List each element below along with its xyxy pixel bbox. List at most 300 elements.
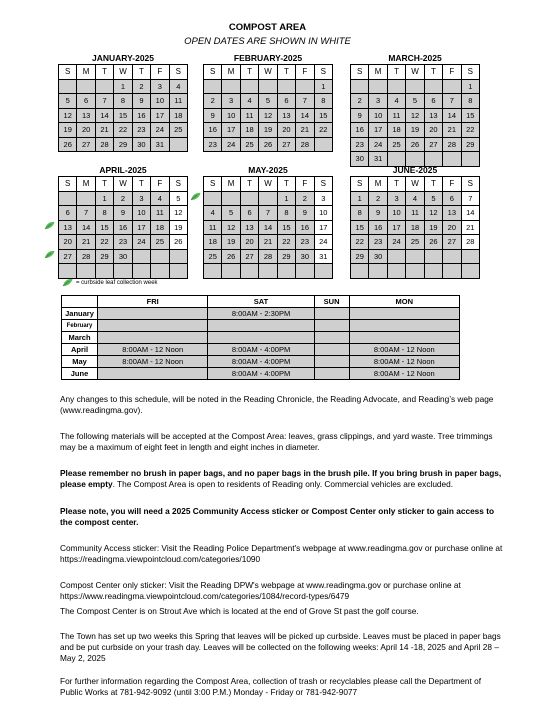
calendar-day: 29 <box>114 138 132 153</box>
calendar-day: 9 <box>133 94 151 109</box>
hours-cell-mon <box>349 308 459 320</box>
info-paragraph: Community Access sticker: Visit the Reading Police Department's webpage at www.readingma.gov or purchase online at https://readingma.viewpointcloud.com/categories/1090 <box>60 543 503 564</box>
calendar-february <box>203 53 333 152</box>
hours-cell-sat: 8:00AM - 4:00PM <box>208 368 314 380</box>
calendar-empty-cell <box>406 264 424 279</box>
calendar-day: 22 <box>351 235 369 250</box>
calendar-empty-cell <box>204 192 222 207</box>
calendar-day: 27 <box>278 138 296 153</box>
calendar-empty-cell <box>443 250 461 265</box>
weekday-header: T <box>133 65 151 80</box>
calendar-day: 3 <box>315 192 333 207</box>
calendar-day: 22 <box>114 123 132 138</box>
month-cell: March <box>62 332 98 344</box>
calendar-day: 26 <box>59 138 77 153</box>
calendar-day: 7 <box>96 94 114 109</box>
calendar-day: 7 <box>296 94 314 109</box>
calendar-day: 3 <box>133 192 151 207</box>
calendar-empty-cell <box>222 192 240 207</box>
hours-cell-sun <box>314 344 349 356</box>
hours-cell-mon <box>349 332 459 344</box>
calendar-day: 19 <box>259 123 277 138</box>
calendar-day: 29 <box>462 138 480 153</box>
info-paragraph: Please note, you will need a 2025 Community Access sticker or Compost Center only sticker to gain access to the compost center. <box>60 506 495 527</box>
weekday-header: M <box>77 65 95 80</box>
column-header: FRI <box>98 296 208 308</box>
weekday-header: F <box>296 65 314 80</box>
calendar-empty-cell <box>388 80 406 95</box>
calendar-day: 4 <box>241 94 259 109</box>
calendar-day: 20 <box>425 123 443 138</box>
weekday-header: T <box>96 65 114 80</box>
calendar-title: MARCH-2025 <box>388 53 442 63</box>
hours-cell-sat <box>208 332 314 344</box>
calendar-day: 10 <box>151 94 169 109</box>
weekday-header: S <box>59 177 77 192</box>
calendar-empty-cell <box>278 80 296 95</box>
calendar-day: 4 <box>406 192 424 207</box>
calendar-day: 15 <box>278 221 296 236</box>
calendar-day: 22 <box>96 235 114 250</box>
hours-cell-sat: 8:00AM - 4:00PM <box>208 344 314 356</box>
calendar-day: 22 <box>462 123 480 138</box>
calendar-day: 25 <box>388 138 406 153</box>
weekday-header: W <box>114 177 132 192</box>
calendar-day: 12 <box>425 206 443 221</box>
calendar-empty-cell <box>443 264 461 279</box>
calendar-empty-cell <box>406 250 424 265</box>
calendar-day: 8 <box>114 94 132 109</box>
calendar-day: 27 <box>241 250 259 265</box>
calendar-empty-cell <box>388 264 406 279</box>
calendar-day: 27 <box>59 250 77 265</box>
calendar-empty-cell <box>369 80 387 95</box>
calendar-empty-cell <box>114 264 132 279</box>
weekday-header: W <box>259 65 277 80</box>
calendar-day: 30 <box>114 250 132 265</box>
leaf-icon <box>62 278 73 287</box>
calendar-day: 23 <box>204 138 222 153</box>
calendar-day: 24 <box>369 138 387 153</box>
calendar-day: 24 <box>133 235 151 250</box>
calendar-day: 16 <box>351 123 369 138</box>
weekday-header: S <box>315 177 333 192</box>
calendar-empty-cell <box>151 250 169 265</box>
calendar-day: 14 <box>77 221 95 236</box>
hours-cell-sat: 8:00AM - 4:00PM <box>208 356 314 368</box>
weekday-header: S <box>170 65 188 80</box>
calendar-day: 20 <box>59 235 77 250</box>
info-paragraph: Please remember no brush in paper bags, and no paper bags in the brush pile. If you bring brush in paper bags, please empty. The Compost Area is open to residents of Reading only. Commercial vehicles are excluded. <box>60 468 502 489</box>
calendar-day: 12 <box>59 109 77 124</box>
calendar-empty-cell <box>296 264 314 279</box>
weekday-header: T <box>278 65 296 80</box>
calendar-day: 28 <box>77 250 95 265</box>
calendar-day: 23 <box>296 235 314 250</box>
calendar-empty-cell <box>59 264 77 279</box>
calendar-day: 5 <box>59 94 77 109</box>
calendar-day: 6 <box>278 94 296 109</box>
weekday-header: W <box>114 65 132 80</box>
calendar-empty-cell <box>443 80 461 95</box>
calendar-empty-cell <box>59 80 77 95</box>
column-header: SUN <box>314 296 349 308</box>
calendar-day: 6 <box>425 94 443 109</box>
month-cell: January <box>62 308 98 320</box>
calendar-day: 11 <box>388 109 406 124</box>
calendar-day: 19 <box>59 123 77 138</box>
calendar-day: 2 <box>133 80 151 95</box>
calendar-empty-cell <box>241 192 259 207</box>
calendar-empty-cell <box>462 250 480 265</box>
weekday-header: M <box>222 177 240 192</box>
calendar-april <box>58 165 188 279</box>
weekday-header: F <box>296 177 314 192</box>
legend <box>62 278 158 287</box>
calendar-day: 8 <box>351 206 369 221</box>
weekday-header: M <box>369 65 387 80</box>
calendar-day: 6 <box>77 94 95 109</box>
hours-cell-sun <box>314 356 349 368</box>
calendar-day: 1 <box>114 80 132 95</box>
info-paragraph: The Compost Center is on Strout Ave which is located at the end of Grove St past the golf course. <box>60 606 419 616</box>
weekday-header: S <box>462 177 480 192</box>
calendar-day: 21 <box>296 123 314 138</box>
hours-cell-fri <box>98 332 208 344</box>
calendar-day: 25 <box>151 235 169 250</box>
calendar-day: 15 <box>96 221 114 236</box>
calendar-day: 8 <box>278 206 296 221</box>
weekday-header: T <box>388 65 406 80</box>
calendar-day: 19 <box>406 123 424 138</box>
weekday-header: S <box>351 65 369 80</box>
weekday-header: S <box>204 177 222 192</box>
calendar-day: 24 <box>222 138 240 153</box>
calendar-day: 17 <box>151 109 169 124</box>
calendar-day: 2 <box>351 94 369 109</box>
weekday-header: T <box>388 177 406 192</box>
calendar-day: 16 <box>133 109 151 124</box>
calendar-june <box>350 165 480 279</box>
weekday-header: F <box>443 177 461 192</box>
calendar-day: 18 <box>204 235 222 250</box>
calendar-day: 16 <box>114 221 132 236</box>
weekday-header: F <box>443 65 461 80</box>
calendar-day: 31 <box>151 138 169 153</box>
calendar-grid <box>203 64 333 152</box>
hours-cell-mon: 8:00AM - 12 Noon <box>349 356 459 368</box>
month-cell: June <box>62 368 98 380</box>
calendar-empty-cell <box>351 80 369 95</box>
calendar-day: 5 <box>406 94 424 109</box>
weekday-header: T <box>241 65 259 80</box>
calendar-day: 12 <box>406 109 424 124</box>
calendar-day: 11 <box>151 206 169 221</box>
weekday-header: M <box>369 177 387 192</box>
calendar-day: 31 <box>315 250 333 265</box>
calendar-day: 8 <box>96 206 114 221</box>
calendar-grid <box>58 176 188 279</box>
calendar-day: 14 <box>96 109 114 124</box>
calendar-day: 2 <box>369 192 387 207</box>
calendar-day: 26 <box>406 138 424 153</box>
calendar-day: 12 <box>170 206 188 221</box>
weekday-header: S <box>170 177 188 192</box>
calendar-day: 13 <box>59 221 77 236</box>
calendar-day: 4 <box>388 94 406 109</box>
hours-cell-fri: 8:00AM - 12 Noon <box>98 344 208 356</box>
calendar-day: 17 <box>222 123 240 138</box>
calendar-day: 30 <box>133 138 151 153</box>
calendar-empty-cell <box>151 264 169 279</box>
table-row <box>62 356 460 368</box>
calendar-day: 13 <box>77 109 95 124</box>
calendar-day: 3 <box>151 80 169 95</box>
calendar-day: 28 <box>296 138 314 153</box>
calendar-day: 21 <box>96 123 114 138</box>
calendar-day: 16 <box>369 221 387 236</box>
calendar-day: 16 <box>204 123 222 138</box>
calendar-day: 30 <box>351 152 369 167</box>
calendar-empty-cell <box>133 264 151 279</box>
calendar-empty-cell <box>170 250 188 265</box>
calendar-empty-cell <box>96 80 114 95</box>
calendar-empty-cell <box>59 192 77 207</box>
calendar-day: 9 <box>369 206 387 221</box>
hours-cell-sat: 8:00AM - 2:30PM <box>208 308 314 320</box>
table-row <box>62 332 460 344</box>
calendar-empty-cell <box>204 264 222 279</box>
calendar-day: 21 <box>462 221 480 236</box>
calendar-day: 13 <box>278 109 296 124</box>
hours-cell-mon: 8:00AM - 12 Noon <box>349 344 459 356</box>
calendar-day: 15 <box>315 109 333 124</box>
month-cell: April <box>62 344 98 356</box>
calendar-day: 7 <box>259 206 277 221</box>
calendar-empty-cell <box>222 264 240 279</box>
calendar-empty-cell <box>241 80 259 95</box>
calendar-empty-cell <box>351 264 369 279</box>
calendar-day: 25 <box>241 138 259 153</box>
weekday-header: T <box>133 177 151 192</box>
weekday-header: S <box>59 65 77 80</box>
calendar-day: 22 <box>315 123 333 138</box>
calendar-day: 5 <box>425 192 443 207</box>
calendar-day: 11 <box>406 206 424 221</box>
calendar-day: 20 <box>278 123 296 138</box>
calendar-day: 3 <box>388 192 406 207</box>
calendar-day: 20 <box>77 123 95 138</box>
weekday-header: S <box>315 65 333 80</box>
calendar-day: 28 <box>259 250 277 265</box>
weekday-header: T <box>278 177 296 192</box>
calendar-day: 10 <box>369 109 387 124</box>
calendar-day: 19 <box>425 221 443 236</box>
calendar-day: 25 <box>406 235 424 250</box>
table-row <box>62 368 460 380</box>
calendar-day: 2 <box>204 94 222 109</box>
calendar-empty-cell <box>425 250 443 265</box>
calendar-day: 8 <box>462 94 480 109</box>
calendar-day: 10 <box>133 206 151 221</box>
calendar-day: 18 <box>388 123 406 138</box>
calendar-day: 26 <box>259 138 277 153</box>
calendar-day: 20 <box>241 235 259 250</box>
calendar-day: 5 <box>259 94 277 109</box>
calendar-empty-cell <box>96 264 114 279</box>
hours-cell-mon <box>349 320 459 332</box>
hours-cell-fri <box>98 308 208 320</box>
calendar-day: 29 <box>96 250 114 265</box>
calendar-empty-cell <box>278 264 296 279</box>
calendar-day: 1 <box>96 192 114 207</box>
calendar-day: 28 <box>443 138 461 153</box>
info-paragraph: Compost Center only sticker: Visit the Reading DPW's webpage at www.readingma.gov or purchase online at https://www.readingma.viewpointcloud.com/categories/1084/record-types/6479 <box>60 580 461 601</box>
calendar-empty-cell <box>259 80 277 95</box>
calendar-empty-cell <box>77 80 95 95</box>
calendar-day: 10 <box>388 206 406 221</box>
calendar-day: 21 <box>77 235 95 250</box>
calendar-day: 11 <box>170 94 188 109</box>
calendar-day: 23 <box>351 138 369 153</box>
calendar-day: 7 <box>462 192 480 207</box>
calendar-grid <box>350 176 480 279</box>
calendar-day: 1 <box>351 192 369 207</box>
calendar-day: 4 <box>170 80 188 95</box>
calendar-day: 14 <box>443 109 461 124</box>
calendar-may <box>203 165 333 279</box>
calendar-day: 23 <box>369 235 387 250</box>
calendar-day: 14 <box>462 206 480 221</box>
calendar-title: JANUARY-2025 <box>91 53 155 63</box>
leaf-icon <box>44 250 55 259</box>
calendar-day: 3 <box>369 94 387 109</box>
calendar-day: 26 <box>170 235 188 250</box>
calendar-day: 2 <box>296 192 314 207</box>
calendar-day: 1 <box>462 80 480 95</box>
calendar-empty-cell <box>425 264 443 279</box>
calendar-empty-cell <box>204 80 222 95</box>
calendar-grid <box>58 64 188 152</box>
weekday-header: F <box>151 177 169 192</box>
calendar-empty-cell <box>369 264 387 279</box>
page-title: COMPOST AREA <box>228 22 307 33</box>
weekday-header: T <box>425 177 443 192</box>
calendar-day: 9 <box>351 109 369 124</box>
weekday-header: S <box>462 65 480 80</box>
calendar-empty-cell <box>315 138 333 153</box>
hours-cell-mon: 8:00AM - 12 Noon <box>349 368 459 380</box>
calendar-day: 4 <box>151 192 169 207</box>
weekday-header: M <box>77 177 95 192</box>
calendar-day: 23 <box>133 123 151 138</box>
hours-cell-sun <box>314 308 349 320</box>
info-paragraph: The Town has set up two weeks this Spring that leaves will be picked up curbside. Leaves must be placed in paper bags and be put curbside on your trash day. Leaves will be collected on the following weeks: April 14 -18, 2025 and April 28 – May 2, 2025 <box>60 631 501 663</box>
calendar-empty-cell <box>259 264 277 279</box>
calendar-day: 17 <box>315 221 333 236</box>
calendar-day: 9 <box>204 109 222 124</box>
calendar-empty-cell <box>170 264 188 279</box>
calendar-empty-cell <box>388 250 406 265</box>
hours-cell-sun <box>314 332 349 344</box>
calendar-day: 11 <box>204 221 222 236</box>
calendar-day: 21 <box>259 235 277 250</box>
weekday-header: S <box>204 65 222 80</box>
calendar-january <box>58 53 188 152</box>
hours-cell-fri <box>98 320 208 332</box>
calendar-day: 28 <box>96 138 114 153</box>
hours-cell-sat <box>208 320 314 332</box>
calendar-day: 15 <box>114 109 132 124</box>
calendar-day: 14 <box>296 109 314 124</box>
calendar-empty-cell <box>170 138 188 153</box>
calendar-day: 11 <box>241 109 259 124</box>
calendar-day: 6 <box>59 206 77 221</box>
calendar-title: FEBRUARY-2025 <box>233 53 303 63</box>
calendar-empty-cell <box>406 80 424 95</box>
month-cell: May <box>62 356 98 368</box>
calendar-day: 27 <box>77 138 95 153</box>
calendar-day: 18 <box>151 221 169 236</box>
hours-cell-fri <box>98 368 208 380</box>
calendar-empty-cell <box>462 264 480 279</box>
weekday-header: M <box>222 65 240 80</box>
calendar-day: 26 <box>425 235 443 250</box>
leaf-icon <box>44 221 55 230</box>
calendar-empty-cell <box>425 80 443 95</box>
weekday-header: T <box>96 177 114 192</box>
weekday-header: W <box>406 65 424 80</box>
calendar-day: 17 <box>388 221 406 236</box>
calendar-day: 19 <box>170 221 188 236</box>
calendar-day: 27 <box>443 235 461 250</box>
calendar-day: 15 <box>462 109 480 124</box>
calendar-day: 13 <box>425 109 443 124</box>
calendar-day: 13 <box>443 206 461 221</box>
calendar-day: 30 <box>296 250 314 265</box>
calendar-day: 15 <box>351 221 369 236</box>
info-paragraph: Any changes to this schedule, will be noted in the Reading Chronicle, the Reading Advocate, and Reading’s web page (www.readingma.gov). <box>60 394 494 415</box>
calendar-title: JUNE-2025 <box>392 165 438 175</box>
weekday-header: T <box>425 65 443 80</box>
calendar-empty-cell <box>77 192 95 207</box>
calendar-day: 8 <box>315 94 333 109</box>
calendar-day: 6 <box>241 206 259 221</box>
table-row <box>62 320 460 332</box>
calendar-empty-cell <box>133 250 151 265</box>
calendar-day: 24 <box>151 123 169 138</box>
calendar-day: 27 <box>425 138 443 153</box>
hours-cell-sun <box>314 320 349 332</box>
page-subtitle: OPEN DATES ARE SHOWN IN WHITE <box>184 36 351 47</box>
column-header: SAT <box>208 296 314 308</box>
calendar-day: 24 <box>315 235 333 250</box>
hours-cell-fri: 8:00AM - 12 Noon <box>98 356 208 368</box>
calendar-grid <box>203 176 333 279</box>
calendar-day: 18 <box>406 221 424 236</box>
calendar-day: 22 <box>278 235 296 250</box>
month-cell: February <box>62 320 98 332</box>
calendar-day: 21 <box>443 123 461 138</box>
table-row <box>62 308 460 320</box>
calendar-day: 17 <box>133 221 151 236</box>
calendar-empty-cell <box>241 264 259 279</box>
calendar-empty-cell <box>296 80 314 95</box>
calendar-day: 26 <box>222 250 240 265</box>
weekday-header: F <box>151 65 169 80</box>
hours-table <box>61 295 460 380</box>
calendar-day: 7 <box>77 206 95 221</box>
